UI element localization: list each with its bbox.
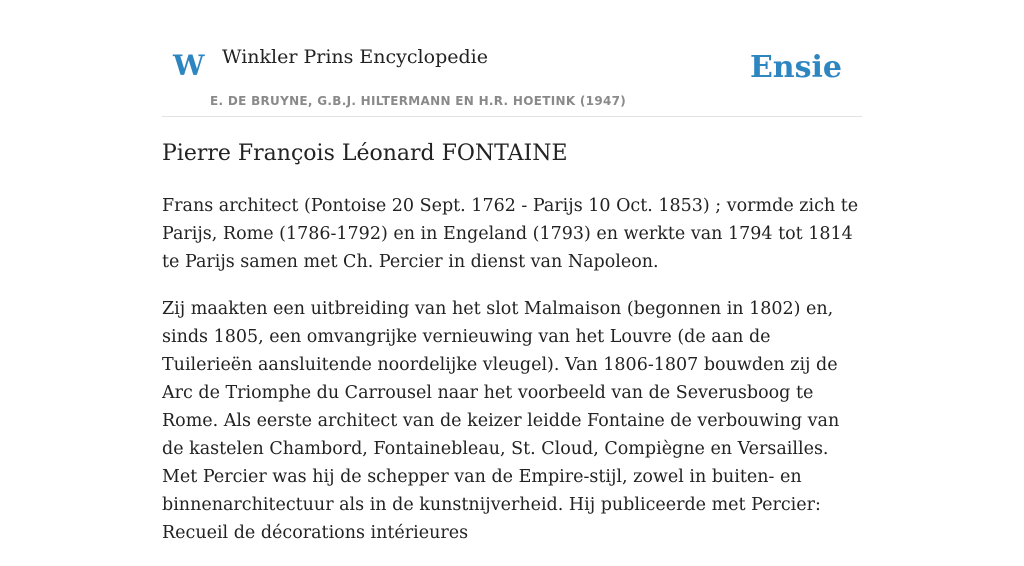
article-paragraph: Zij maakten een uitbreiding van het slot Malmaison (begonnen in 1802) en, sinds 1805, een omvangrijke vernieuwing van het Louvre (de aan de Tuilerieën aansluitende noordelijke vleugel). Van 1806-1807 bouwden zij de Arc de Triomphe du Carrousel naar het voorbeeld van de Severusboog te Rome. Als eerste architect van de keizer leidde Fontaine de verbouwing van de kastelen Chambord, Fontainebleau, St. Cloud, Compiègne en Versailles. Met Percier was hij de schepper van de Empire-stijl, zowel in buiten- en binnenarchitectuur als in de kunstnijverheid. Hij publiceerde met Percier: Recueil de décorations intérieures <box>162 299 840 543</box>
article-paragraph: Frans architect (Pontoise 20 Sept. 1762 - Parijs 10 Oct. 1853) ; vormde zich te Parijs, Rome (1786-1792) en in Engeland (1793) en werkte van 1794 tot 1814 te Parijs samen met Ch. Percier in dienst van Napoleon. <box>162 196 859 272</box>
site-title[interactable]: Winkler Prins Encyclopedie <box>222 46 488 68</box>
ensie-logo[interactable]: Ensie <box>749 50 842 85</box>
article-title: Pierre François Léonard FONTAINE <box>162 141 568 166</box>
site-header <box>162 0 862 117</box>
page <box>162 0 862 543</box>
authors-byline: E. DE BRUYNE, G.B.J. HILTERMANN EN H.R. HOETINK (1947) <box>210 94 627 108</box>
w-logo-icon[interactable]: W <box>173 49 205 82</box>
article-body <box>162 192 862 566</box>
